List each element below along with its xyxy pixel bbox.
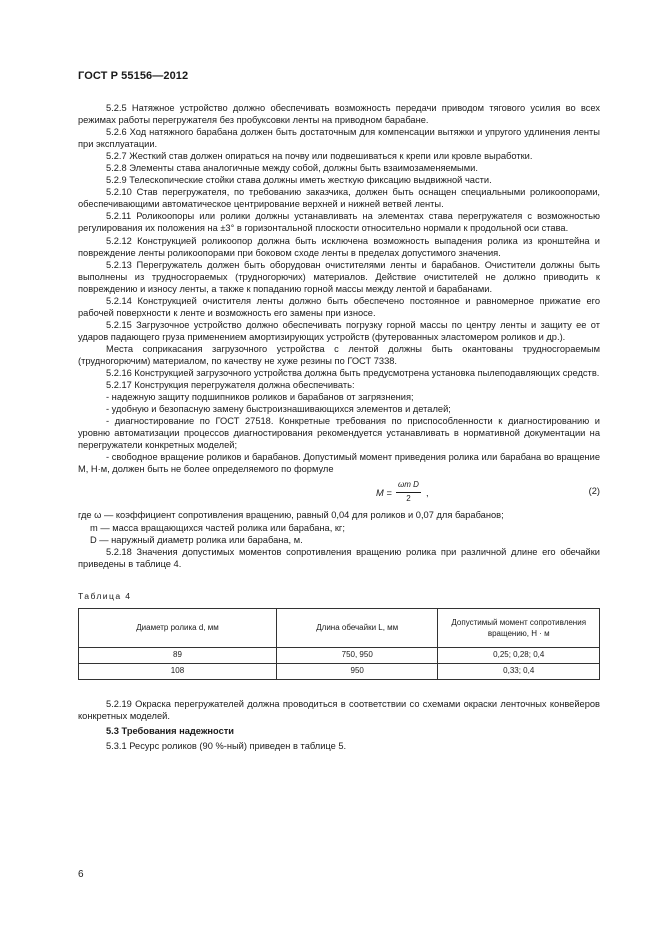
table-cell: 0,33; 0,4 [438, 663, 600, 679]
section-heading-5-3: 5.3 Требования надежности [106, 725, 235, 736]
formula-number: (2) [588, 486, 600, 497]
list-item-replacement: - удобную и безопасную замену быстроизнашивающихся элементов и деталей; [106, 404, 451, 415]
list-item-diagnostics: - диагностирование по ГОСТ 27518. Конкретные требования по приспособленности к диагностированию и уровню автоматизации процессов диагностирования рекомендуется устанавливать в нормативной документации на перегружатели конкретных моделей; [78, 416, 600, 451]
paragraph-5-2-13: 5.2.13 Перегружатель должен быть оборудован очистителями ленты и барабанов. Очистители должны быть выполнены из трудносгораемых (трудногорючих) материалов. Действие очистителей не должно приводить к повреждению и износу ленты, а также к попаданию горной массы между лентой и барабанами. [78, 259, 600, 294]
list-item-free-rotation: - свободное вращение роликов и барабанов. Допустимый момент приведения ролика или барабана во вращение M, H·м, должен быть не более определяемого по формуле [78, 452, 600, 475]
table-4-label: Таблица 4 [78, 590, 132, 601]
paragraph-5-2-17: 5.2.17 Конструкция перегружателя должна обеспечивать: [106, 380, 355, 391]
where-mass: m — масса вращающихся частей ролика или барабана, кг; [90, 522, 345, 533]
paragraph-5-2-18: 5.2.18 Значения допустимых моментов сопротивления вращению ролика при различной длине его обечайки приведены в таблице 4. [78, 546, 600, 569]
paragraph-5-2-12: 5.2.12 Конструкцией роликоопор должна быть исключена возможность выпадения ролика из кронштейна и повреждение ленты роликоопорами при боковом сходе ленты в пределах допустимого значения. [78, 235, 600, 258]
where-diameter: D — наружный диаметр ролика или барабана, м. [90, 534, 303, 545]
list-item-bearing-protection: - надежную защиту подшипников роликов и барабанов от загрязнения; [106, 392, 414, 403]
page-number: 6 [78, 869, 84, 880]
paragraph-contact-places: Места соприкасания загрузочного устройства с лентой должны быть окантованы трудносгораемым (трудногорючим) материалом, по качеству не хуже резины по ГОСТ 7338. [78, 343, 600, 366]
formula-fraction [396, 479, 421, 504]
formula-2 [78, 477, 600, 509]
where-omega: где ω — коэффициент сопротивления вращению, равный 0,04 для роликов и 0,07 для барабанов; [78, 510, 504, 521]
table-cell: 750, 950 [276, 647, 438, 663]
formula-numerator: ωm D [396, 479, 421, 492]
paragraph-5-2-10: 5.2.10 Став перегружателя, по требованию заказчика, должен быть оснащен специальными роликоопорами, обеспечивающими автоматическое центрирование верхней и нижней ветвей ленты. [78, 187, 600, 210]
table-header-length: Длина обечайки L, мм [276, 608, 438, 647]
paragraph-5-2-15: 5.2.15 Загрузочное устройство должно обеспечивать погрузку горной массы по центру ленты и защиту ее от ударов падающего груза применением амортизирующих устройств (футерованных эластомером роликов и др.). [78, 319, 600, 342]
formula-denominator: 2 [406, 493, 411, 503]
paragraph-5-2-16: 5.2.16 Конструкцией загрузочного устройства должна быть предусмотрена установка пылеподавляющих средств. [106, 368, 600, 379]
table-header-moment: Допустимый момент сопротивления вращению, Н · м [438, 608, 600, 647]
paragraph-5-2-11: 5.2.11 Роликоопоры или ролики должны устанавливать на элементах става перегружателя с возможностью регулирования их положения на ±3° в горизонтальной плоскости относительно нормали к продольной оси става. [78, 211, 600, 234]
paragraph-5-2-6: 5.2.6 Ход натяжного барабана должен быть достаточным для компенсации вытяжки и упругого удлинения ленты при эксплуатации. [78, 127, 600, 150]
document-header: ГОСТ Р 55156—2012 [78, 70, 189, 82]
paragraph-5-2-19: 5.2.19 Окраска перегружателей должна проводиться в соответствии со схемами окраски ленточных конвейеров конкретных моделей. [78, 698, 600, 721]
paragraph-5-3-1: 5.3.1 Ресурс роликов (90 %-ный) приведен в таблице 5. [106, 740, 347, 751]
table-4 [78, 608, 600, 680]
paragraph-5-2-5: 5.2.5 Натяжное устройство должно обеспечивать возможность передачи приводом тягового усилия во всех режимах работы перегружателя без пробуксовки ленты на приводном барабане. [78, 103, 600, 126]
table-cell: 89 [79, 647, 277, 663]
table-header-row [79, 608, 600, 647]
table-row [79, 663, 600, 679]
table-cell: 950 [276, 663, 438, 679]
formula-comma: , [426, 488, 429, 499]
formula-lhs: M = [376, 488, 392, 499]
table-cell: 108 [79, 663, 277, 679]
table-header-diameter: Диаметр ролика d, мм [79, 608, 277, 647]
paragraph-5-2-7: 5.2.7 Жесткий став должен опираться на почву или подвешиваться к крепи или кровле выработки. [106, 151, 533, 162]
paragraph-5-2-9: 5.2.9 Телескопические стойки става должны иметь жесткую фиксацию выдвижной части. [106, 175, 492, 186]
table-cell: 0,25; 0,28; 0,4 [438, 647, 600, 663]
paragraph-5-2-8: 5.2.8 Элементы става аналогичные между собой, должны быть взаимозаменяемыми. [106, 163, 478, 174]
paragraph-5-2-14: 5.2.14 Конструкцией очистителя ленты должно быть обеспечено постоянное и равномерное прижатие его рабочей поверхности к ленте и возможность его замены при износе. [78, 295, 600, 318]
document-body [78, 102, 600, 752]
table-row [79, 647, 600, 663]
